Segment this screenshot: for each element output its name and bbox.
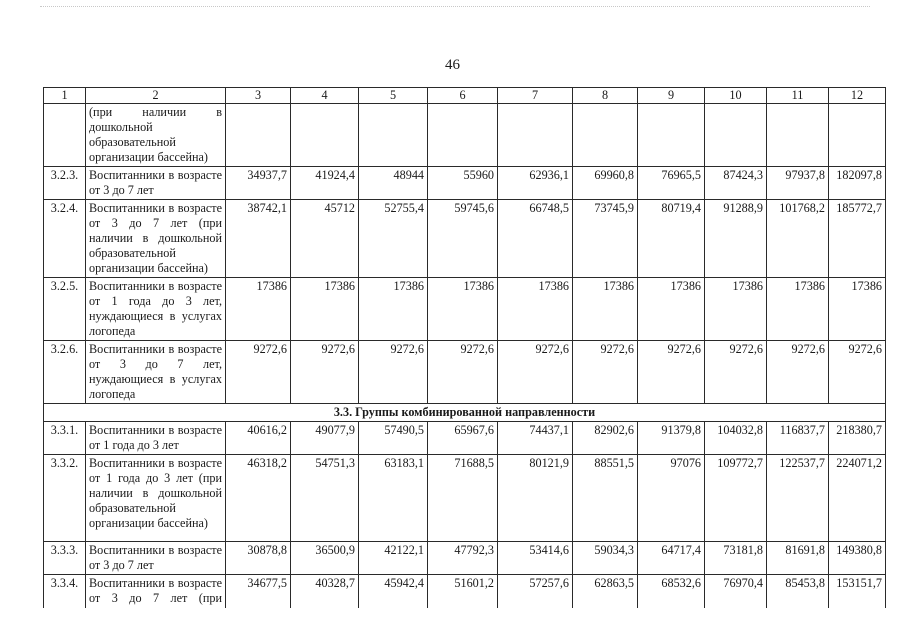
value-cell: 17386: [767, 278, 829, 341]
value-cell: 17386: [829, 278, 886, 341]
value-cell: 9272,6: [291, 341, 359, 404]
value-cell: 59034,3: [573, 542, 638, 575]
value-cell: 69960,8: [573, 167, 638, 200]
value-cell: 62863,5: [573, 575, 638, 623]
value-cell: 68532,6: [638, 575, 705, 623]
row-description: Воспитанники в возрасте от 1 года до 3 лет, нуждающиеся в услугах логопеда: [86, 278, 226, 341]
value-cell: 53414,6: [498, 542, 573, 575]
row-code: 3.2.4.: [44, 200, 86, 278]
row-description: (при наличии в дошкольной образовательной организации бассейна): [86, 104, 226, 167]
empty-cell: [638, 104, 705, 167]
row-code: 3.3.4.: [44, 575, 86, 623]
value-cell: 46318,2: [226, 455, 291, 542]
row-description: Воспитанники в возрасте от 3 до 7 лет, нуждающиеся в услугах логопеда: [86, 341, 226, 404]
value-cell: 34937,7: [226, 167, 291, 200]
value-cell: 57257,6: [498, 575, 573, 623]
value-cell: 97076: [638, 455, 705, 542]
empty-cell: [359, 104, 428, 167]
value-cell: 82902,6: [573, 422, 638, 455]
value-cell: 97937,8: [767, 167, 829, 200]
value-cell: 73745,9: [573, 200, 638, 278]
column-header: 9: [638, 88, 705, 104]
column-header: 11: [767, 88, 829, 104]
column-header: 5: [359, 88, 428, 104]
row-code: 3.2.3.: [44, 167, 86, 200]
value-cell: 9272,6: [428, 341, 498, 404]
value-cell: 42122,1: [359, 542, 428, 575]
column-header: 3: [226, 88, 291, 104]
value-cell: 52755,4: [359, 200, 428, 278]
value-cell: 9272,6: [705, 341, 767, 404]
value-cell: 81691,8: [767, 542, 829, 575]
value-cell: 74437,1: [498, 422, 573, 455]
column-header: 1: [44, 88, 86, 104]
page-number: 46: [445, 57, 460, 73]
value-cell: 9272,6: [767, 341, 829, 404]
value-cell: 47792,3: [428, 542, 498, 575]
row-code: 3.2.5.: [44, 278, 86, 341]
column-header: 4: [291, 88, 359, 104]
value-cell: 109772,7: [705, 455, 767, 542]
value-cell: 36500,9: [291, 542, 359, 575]
column-header: 7: [498, 88, 573, 104]
row-description: Воспитанники в возрасте от 3 до 7 лет (при: [86, 575, 226, 623]
value-cell: 62936,1: [498, 167, 573, 200]
table-row: [44, 200, 886, 278]
value-cell: 104032,8: [705, 422, 767, 455]
value-cell: 80121,9: [498, 455, 573, 542]
value-cell: 45942,4: [359, 575, 428, 623]
value-cell: 9272,6: [573, 341, 638, 404]
row-description: Воспитанники в возрасте от 3 до 7 лет: [86, 167, 226, 200]
section-title: 3.3. Группы комбинированной направленности: [44, 404, 886, 422]
value-cell: 45712: [291, 200, 359, 278]
value-cell: 71688,5: [428, 455, 498, 542]
value-cell: 182097,8: [829, 167, 886, 200]
value-cell: 34677,5: [226, 575, 291, 623]
page-bottom-cutoff: [0, 608, 905, 640]
row-description: Воспитанники в возрасте от 1 года до 3 лет: [86, 422, 226, 455]
value-cell: 41924,4: [291, 167, 359, 200]
section-header-row: [44, 404, 886, 422]
continuation-row: [44, 104, 886, 167]
row-description: Воспитанники в возрасте от 3 до 7 лет: [86, 542, 226, 575]
row-code: 3.3.2.: [44, 455, 86, 542]
value-cell: 66748,5: [498, 200, 573, 278]
row-code: [44, 104, 86, 167]
value-cell: 63183,1: [359, 455, 428, 542]
value-cell: 17386: [226, 278, 291, 341]
value-cell: 85453,8: [767, 575, 829, 623]
value-cell: 9272,6: [226, 341, 291, 404]
value-cell: 51601,2: [428, 575, 498, 623]
table-row: [44, 422, 886, 455]
value-cell: 218380,7: [829, 422, 886, 455]
value-cell: 9272,6: [498, 341, 573, 404]
table-row: [44, 341, 886, 404]
value-cell: 65967,6: [428, 422, 498, 455]
value-cell: 49077,9: [291, 422, 359, 455]
value-cell: 55960: [428, 167, 498, 200]
value-cell: 40616,2: [226, 422, 291, 455]
value-cell: 149380,8: [829, 542, 886, 575]
scan-artifact-line: [40, 6, 870, 13]
value-cell: 224071,2: [829, 455, 886, 542]
value-cell: 30878,8: [226, 542, 291, 575]
value-cell: 57490,5: [359, 422, 428, 455]
column-number-row: [44, 88, 886, 104]
value-cell: 17386: [359, 278, 428, 341]
value-cell: 73181,8: [705, 542, 767, 575]
empty-cell: [767, 104, 829, 167]
value-cell: 54751,3: [291, 455, 359, 542]
value-cell: 91379,8: [638, 422, 705, 455]
value-cell: 9272,6: [829, 341, 886, 404]
value-cell: 76965,5: [638, 167, 705, 200]
row-description: Воспитанники в возрасте от 3 до 7 лет (при наличии в дошкольной образовательной организации бассейна): [86, 200, 226, 278]
value-cell: 116837,7: [767, 422, 829, 455]
table-row: [44, 542, 886, 575]
row-code: 3.3.1.: [44, 422, 86, 455]
value-cell: 38742,1: [226, 200, 291, 278]
value-cell: 17386: [638, 278, 705, 341]
value-cell: 17386: [291, 278, 359, 341]
value-cell: 80719,4: [638, 200, 705, 278]
value-cell: 17386: [498, 278, 573, 341]
value-cell: 91288,9: [705, 200, 767, 278]
value-cell: 17386: [428, 278, 498, 341]
value-cell: 40328,7: [291, 575, 359, 623]
value-cell: 64717,4: [638, 542, 705, 575]
column-header: 12: [829, 88, 886, 104]
value-cell: 76970,4: [705, 575, 767, 623]
table-row: [44, 167, 886, 200]
table-row: [44, 455, 886, 542]
value-cell: 59745,6: [428, 200, 498, 278]
empty-cell: [291, 104, 359, 167]
empty-cell: [428, 104, 498, 167]
empty-cell: [573, 104, 638, 167]
column-header: 8: [573, 88, 638, 104]
column-header: 6: [428, 88, 498, 104]
table-row: [44, 278, 886, 341]
value-cell: 122537,7: [767, 455, 829, 542]
row-code: 3.3.3.: [44, 542, 86, 575]
value-cell: 87424,3: [705, 167, 767, 200]
value-cell: 185772,7: [829, 200, 886, 278]
row-code: 3.2.6.: [44, 341, 86, 404]
empty-cell: [829, 104, 886, 167]
value-cell: 101768,2: [767, 200, 829, 278]
value-cell: 17386: [705, 278, 767, 341]
value-cell: 9272,6: [359, 341, 428, 404]
tariff-table: [43, 87, 886, 623]
row-description: Воспитанники в возрасте от 1 года до 3 лет (при наличии в дошкольной образовательной организации бассейна): [86, 455, 226, 542]
column-header: 10: [705, 88, 767, 104]
empty-cell: [226, 104, 291, 167]
value-cell: 48944: [359, 167, 428, 200]
empty-cell: [498, 104, 573, 167]
value-cell: 9272,6: [638, 341, 705, 404]
column-header: 2: [86, 88, 226, 104]
value-cell: 153151,7: [829, 575, 886, 623]
empty-cell: [705, 104, 767, 167]
value-cell: 88551,5: [573, 455, 638, 542]
value-cell: 17386: [573, 278, 638, 341]
